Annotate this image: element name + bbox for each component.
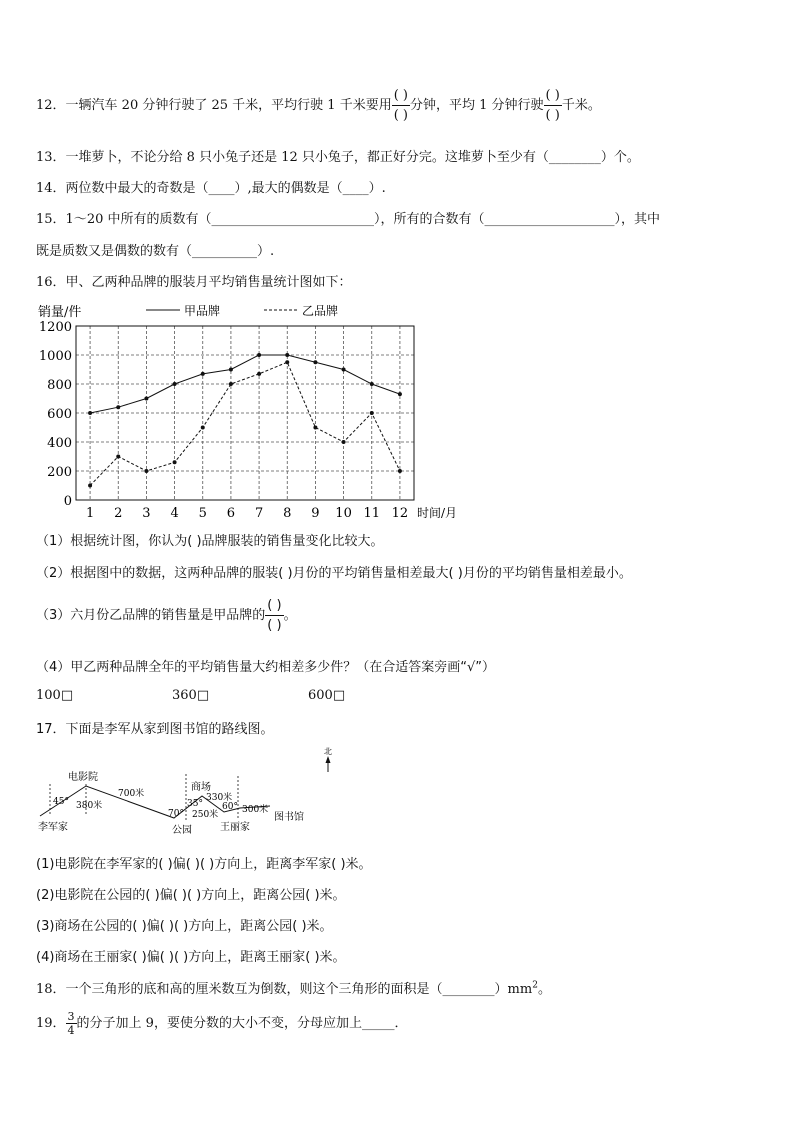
series-1-point [229,368,233,372]
y-axis-label: 销量/件 [38,305,82,320]
legend-label-1: 甲品牌 [184,304,221,318]
wanglijia-label: 王丽家 [220,822,250,833]
x-tick-label: 11 [363,506,381,521]
series-line-2 [90,362,400,485]
question-14: 14．两位数中最大的奇数是（____）,最大的偶数是（____）. [36,181,386,196]
series-1-point [370,382,374,386]
question-18: 18．一个三角形的底和高的厘米数互为倒数，则这个三角形的面积是$(\_\_\_\_\_\_\_\_)mm^2$。 [36,980,551,997]
q12-fraction-2: $\frac{( )}{( )}$ [545,88,560,123]
x-tick-label: 12 [391,506,409,521]
question-17-part-2: (2)电影院在公园的( )偏( )( )方向上，距离公园( )米。 [36,888,346,903]
series-1-point [257,353,261,357]
y-tick-label: 800 [47,378,72,393]
question-16-part-3: （3）六月份乙品牌的销售量是甲品牌的 $\frac{( )}{( )}$ 。 [36,598,297,633]
series-2-point [201,426,205,430]
legend-label-2: 乙品牌 [302,304,339,318]
x-tick-label: 1 [85,506,95,521]
question-16-part-2: （2）根据图中的数据，这两种品牌的服装( )月份的平均销售量相差最大( )月份的平均销售量相差最小。 [36,566,632,581]
y-tick-label: 400 [47,436,72,451]
distance-700: 700米 [118,789,145,799]
series-1-point [201,372,205,376]
angle-45: 45° [53,797,69,807]
series-2-point [285,360,289,364]
x-tick-label: 10 [335,506,352,521]
angle-35: 35° [187,799,203,809]
series-1-point [398,392,402,396]
x-tick-label: 6 [226,506,236,521]
series-1-point [144,397,148,401]
q16-fraction: $\frac{( )}{( )}$ [267,598,282,633]
x-axis-label: 时间/月 [417,506,458,520]
x-tick-label: 9 [311,506,320,521]
question-16-part-4: （4）甲乙两种品牌全年的平均销售量大约相差多少件？（在合适答案旁画“√”） [36,660,496,675]
q12-text-b: 分钟，平均 1 分钟行驶 [409,98,544,113]
distance-250: 250米 [192,810,219,820]
y-tick-label: 1200 [38,320,72,335]
option-600[interactable]: 600□ [308,688,346,703]
series-2-point [342,440,346,444]
series-1-point [88,411,92,415]
question-13: 13．一堆萝卜，不论分给 8 只小兔子还是 12 只小兔子，都正好分完。这堆萝卜至少有（________）个。 [36,150,640,165]
question-15-line-2: 既是质数又是偶数的数有（__________）. [36,244,275,259]
series-2-point [313,426,317,430]
question-16-part-1: （1）根据统计图，你认为( )品牌服装的销售量变化比较大。 [36,534,384,549]
x-tick-label: 7 [254,506,264,521]
series-2-point [257,372,261,376]
series-1-point [116,405,120,409]
series-2-point [144,469,148,473]
y-tick-label: 600 [47,407,72,422]
series-2-point [173,460,177,464]
series-2-point [116,455,120,459]
x-tick-label: 3 [142,506,151,521]
question-12 [36,84,601,128]
series-1-point [313,360,317,364]
series-1-point [173,382,177,386]
home-label: 李军家 [38,822,68,833]
q12-text-a: 12．一辆汽车 20 分钟行驶了 25 千米，平均行驶 1 千米要用 [36,98,392,113]
question-17-part-1: (1)电影院在李军家的( )偏( )( )方向上，距离李军家( )米。 [36,857,372,872]
library-label: 图书馆 [274,812,304,823]
x-tick-label: 4 [170,506,179,521]
series-1-point [285,353,289,357]
distance-300: 300米 [242,805,269,815]
y-tick-label: 200 [47,465,72,480]
x-tick-label: 5 [198,506,207,521]
y-tick-label: 1000 [38,349,72,364]
option-100[interactable]: 100□ [36,688,74,703]
park-label: 公园 [172,825,192,836]
q19-fraction: $\frac{3}{4}$ [67,1010,75,1037]
x-tick-label: 2 [114,506,123,521]
series-1-point [342,368,346,372]
angle-60: 60° [222,802,238,812]
cinema-label: 电影院 [68,772,98,783]
route-map [36,744,356,840]
x-tick-label: 8 [283,506,292,521]
question-15-line-1: 15．1～20 中所有的质数有（_________________________），所有的合数有（____________________），其中 [36,212,660,227]
distance-330: 330米 [206,793,233,803]
angle-70: 70° [168,809,184,819]
series-2-point [229,382,233,386]
question-19: 19． $\frac{3}{4}$ 的分子加上 9，要使分数的大小不变，分母应加上_____． [36,1010,408,1037]
north-arrow-head [326,756,331,763]
q12-text-c: 千米。 [561,98,601,113]
question-17-part-3: (3)商场在公园的( )偏( )( )方向上，距离公园( )米。 [36,919,333,934]
sales-line-chart [36,296,476,521]
option-360[interactable]: 360□ [172,688,210,703]
question-17-title: 17．下面是李军从家到图书馆的路线图。 [36,722,274,737]
mall-label: 商场 [191,782,211,793]
question-16-title: 16．甲、乙两种品牌的服装月平均销售量统计图如下： [36,275,352,290]
q12-fraction-1: $\frac{( )}{( )}$ [393,88,408,123]
y-tick-label: 0 [63,494,72,509]
distance-380: 380米 [76,801,103,811]
north-label: 北 [324,747,332,756]
series-2-point [398,469,402,473]
question-17-part-4: (4)商场在王丽家( )偏( )( )方向上，距离王丽家( )米。 [36,950,346,965]
series-2-point [370,411,374,415]
series-2-point [88,484,92,488]
